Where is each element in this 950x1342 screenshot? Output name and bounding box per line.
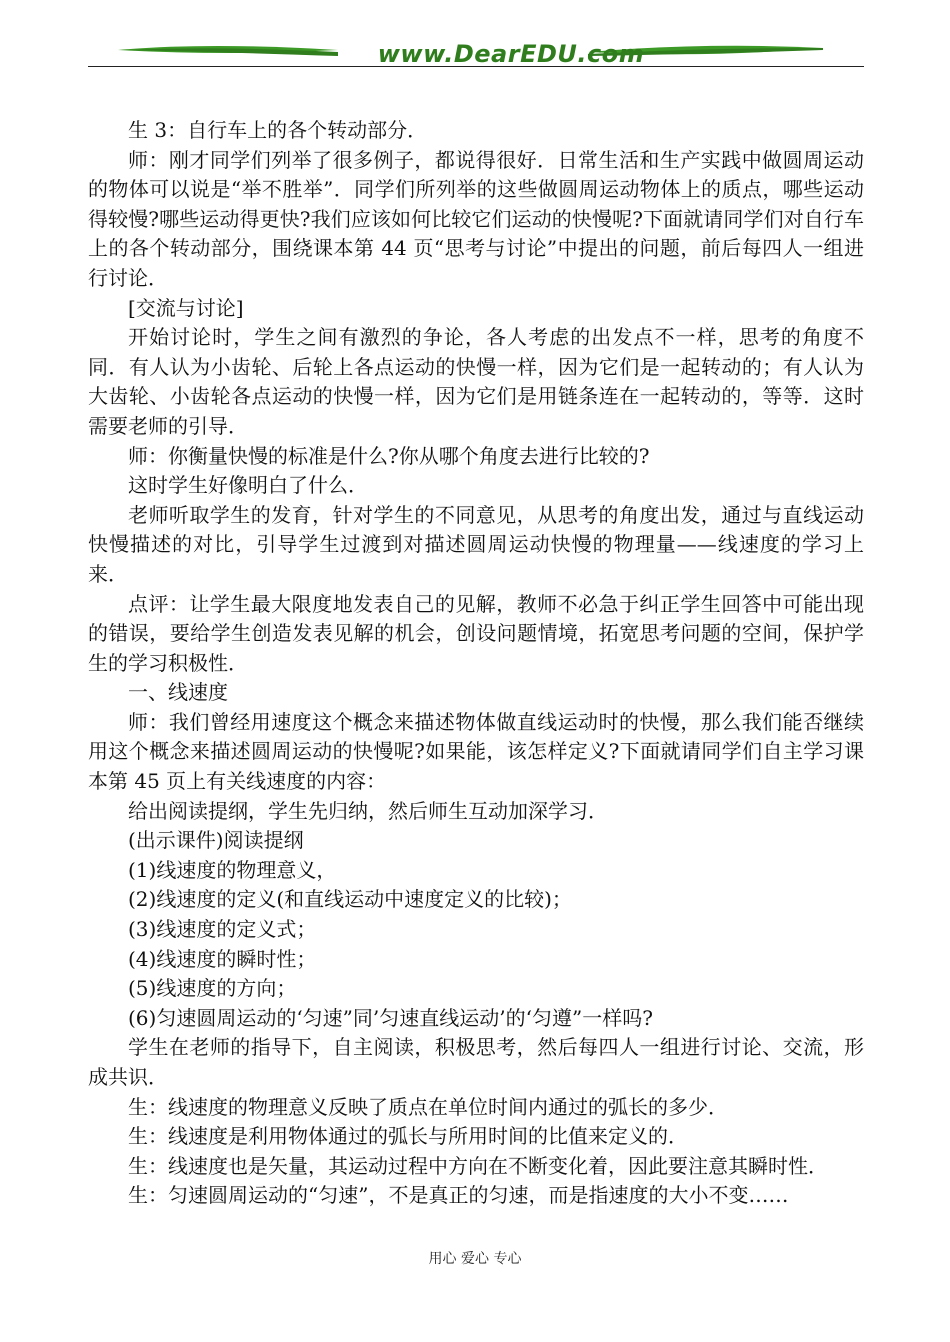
paragraph: 给出阅读提纲，学生先归纳，然后师生互动加深学习． xyxy=(128,798,608,823)
list-item: (4)线速度的瞬时性； xyxy=(128,946,317,971)
list-heading: (出示课件)阅读提纲 xyxy=(128,828,304,853)
paragraph: 开始讨论时，学生之间有激烈的争论，各人考虑的出发点不一样，思考的角度不同．有人认为小齿轮、后轮上各点运动的快慢一样，因为它们是一起转动的；有人认为大齿轮、小齿轮各点运动的快慢一样，因为它们是用链条连在一起转动的，等等．这时需要老师的引导． xyxy=(88,325,864,438)
paragraph: 师：刚才同学们列举了很多例子，都说得很好．日常生活和生产实践中做圆周运动的物体可以说是“举不胜举”．同学们所列举的这些做圆周运动物体上的质点，哪些运动得较慢?哪些运动得更快?我们应该如何比较它们运动的快慢呢?下面就请同学们对自行车上的各个转动部分，围绕课本第 44 页“思考与讨论”中提出的问题，前后每四人一组进行讨论． xyxy=(88,147,864,290)
paragraph: 生：线速度的物理意义反映了质点在单位时间内通过的弧长的多少． xyxy=(128,1094,728,1119)
paragraph: 老师听取学生的发育，针对学生的不同意见，从思考的角度出发，通过与直线运动快慢描述的对比，引导学生过渡到对描述圆周运动快慢的物理量——线速度的学习上来． xyxy=(88,502,864,586)
paragraph: 点评：让学生最大限度地发表自己的见解，教师不必急于纠正学生回答中可能出现的错误，要给学生创造发表见解的机会，创设问题情境，拓宽思考问题的空间，保护学生的学习积极性． xyxy=(88,591,864,675)
page-footer: 用心 爱心 专心 xyxy=(428,1251,522,1267)
list-item: (3)线速度的定义式； xyxy=(128,917,317,942)
paragraph: 这时学生好像明白了什么． xyxy=(128,473,368,498)
header-rule xyxy=(88,66,864,67)
paragraph: 生：匀速圆周运动的“匀速”，不是真正的匀速，而是指速度的大小不变…… xyxy=(128,1183,789,1208)
paragraph: 师：你衡量快慢的标准是什么?你从哪个角度去进行比较的? xyxy=(128,443,650,468)
site-url: www.DearEDU.com xyxy=(377,40,645,68)
paragraph: 生：线速度也是矢量，其运动过程中方向在不断变化着，因此要注意其瞬时性． xyxy=(128,1153,828,1178)
paragraph: 学生在老师的指导下，自主阅读，积极思考，然后每四人一组进行讨论、交流，形成共识． xyxy=(88,1035,864,1089)
paragraph: 生 3：自行车上的各个转动部分． xyxy=(128,118,428,142)
document-body xyxy=(88,116,864,1211)
list-item: (1)线速度的物理意义， xyxy=(128,857,337,882)
section-heading: [交流与讨论] xyxy=(128,295,244,320)
list-item: (5)线速度的方向； xyxy=(128,976,297,1001)
section-heading: 一、线速度 xyxy=(128,680,228,705)
list-item: (2)线速度的定义(和直线运动中速度定义的比较)； xyxy=(128,887,572,912)
paragraph: 师：我们曾经用速度这个概念来描述物体做直线运动时的快慢，那么我们能否继续用这个概念来描述圆周运动的快慢呢?如果能，该怎样定义?下面就请同学们自主学习课本第 45 页上有关线速度的内容： xyxy=(88,709,864,794)
list-item: (6)匀速圆周运动的‘匀速”同’匀速直线运动’的‘匀遵”一样吗? xyxy=(128,1005,653,1030)
paragraph: 生：线速度是利用物体通过的弧长与所用时间的比值来定义的． xyxy=(128,1124,688,1149)
